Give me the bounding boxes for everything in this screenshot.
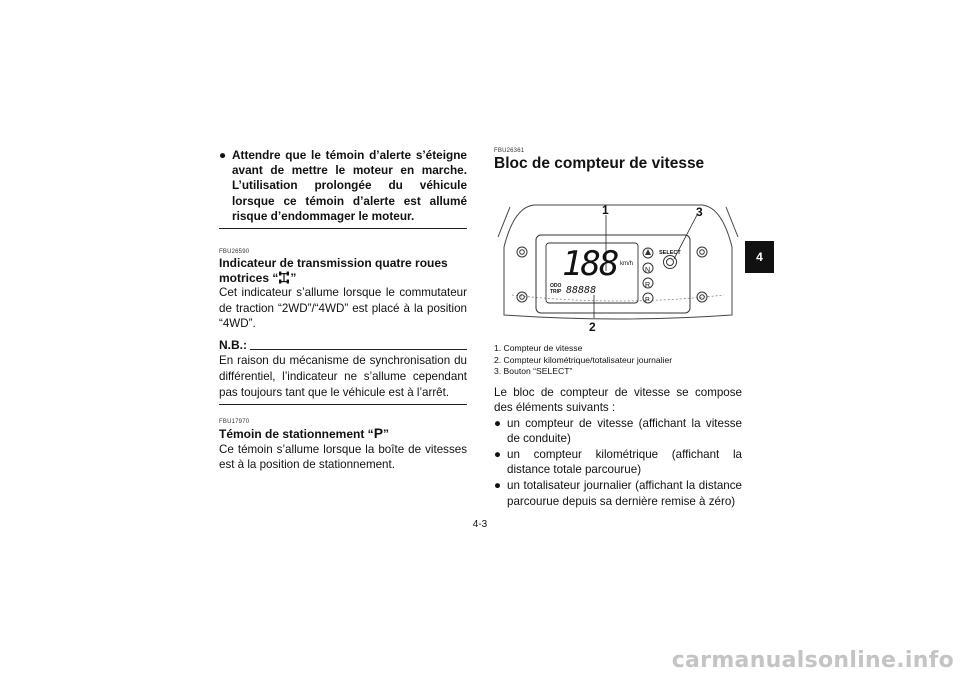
- right-column: [494, 148, 742, 509]
- list-item: [494, 478, 742, 509]
- warning-text: Attendre que le témoin d’alerte s’éteigne avant de mettre le moteur en marche. L’utilisation prolongée du véhicule lorsque ce témoin d’alerte est allumé risque d’endommager le moteur.: [232, 148, 467, 223]
- page-number: 4-3: [472, 519, 488, 530]
- bullet-icon: ●: [494, 416, 502, 430]
- list-item-text: un totalisateur journalier (affichant la distance parcourue depuis sa dernière remise à zéro): [507, 479, 742, 508]
- speedometer-illustration: [494, 177, 742, 337]
- section-title-speedo: Bloc de compteur de vitesse: [494, 155, 705, 172]
- section-body-park: Ce témoin s’allume lorsque la boîte de vitesses est à la position de stationnement.: [219, 442, 467, 472]
- figure-captions: [494, 343, 742, 378]
- section-title-park: [219, 426, 467, 442]
- bullet-icon: ●: [219, 148, 227, 162]
- caption-item: 2. Compteur kilométrique/totalisateur journalier: [494, 354, 673, 365]
- note-body: En raison du mécanisme de synchronisation du différentiel, l’indicateur ne s’allume cependant pas toujours tant que le véhicule est à l’arrêt.: [219, 354, 467, 399]
- callout-1: 1: [602, 203, 609, 217]
- section-code-4wd: FBU26590: [219, 249, 250, 256]
- note-top-rule: [250, 349, 467, 350]
- trip-label: TRIP: [550, 289, 562, 295]
- watermark: carmanualsonline.info: [671, 648, 954, 673]
- select-button-label: SELECT: [659, 250, 681, 256]
- speed-unit-label: km/h: [620, 261, 634, 267]
- note-label: N.B.:: [219, 337, 247, 352]
- section-body-4wd: Cet indicateur s’allume lorsque le commutateur de traction “2WD”/“4WD” est placé à la position “4WD”.: [219, 286, 467, 331]
- left-column: [219, 148, 467, 473]
- list-item: [494, 416, 742, 447]
- section-title-4wd-line1: Indicateur de transmission quatre roues: [219, 256, 448, 271]
- odometer-digits: 88888: [566, 285, 597, 296]
- callout-3: 3: [696, 205, 703, 219]
- section-code-park: FBU17970: [219, 419, 250, 426]
- four-wheel-drive-icon: [278, 271, 290, 284]
- bullet-icon: ●: [494, 479, 502, 493]
- caption-item: 3. Bouton “SELECT”: [494, 366, 573, 376]
- caption-item: 1. Compteur de vitesse: [494, 343, 583, 353]
- section-title-4wd: [219, 256, 467, 285]
- speed-display-digits: 188: [562, 244, 618, 284]
- callout-2: 2: [589, 320, 596, 334]
- neutral-indicator-letter: N: [645, 267, 651, 274]
- list-item-text: un compteur kilométrique (affichant la distance totale parcourue): [507, 447, 742, 477]
- title-suffix: ”: [290, 270, 297, 285]
- list-item: [494, 447, 742, 478]
- section-title-4wd-line2: [219, 271, 467, 286]
- warning-item: [219, 148, 467, 224]
- bullet-icon: ●: [494, 447, 502, 461]
- odo-label: ODO: [550, 283, 562, 289]
- title-prefix: motrices “: [219, 270, 279, 285]
- list-item-text: un compteur de vitesse (affichant la vitesse de conduite): [507, 416, 742, 446]
- speedometer-figure: [494, 177, 742, 337]
- speedo-intro: Le bloc de compteur de vitesse se compose des éléments suivants :: [494, 385, 742, 415]
- park-title-suffix: ”: [383, 427, 390, 442]
- park-indicator-letter: P: [645, 297, 650, 304]
- park-title-prefix: Témoin de stationnement “: [219, 427, 374, 442]
- chapter-tab: 4: [745, 241, 774, 273]
- reverse-indicator-letter: R: [645, 282, 651, 289]
- parking-symbol: P: [373, 425, 384, 442]
- section-code-speedo: FBU26361: [494, 148, 525, 154]
- note-header: [219, 338, 467, 354]
